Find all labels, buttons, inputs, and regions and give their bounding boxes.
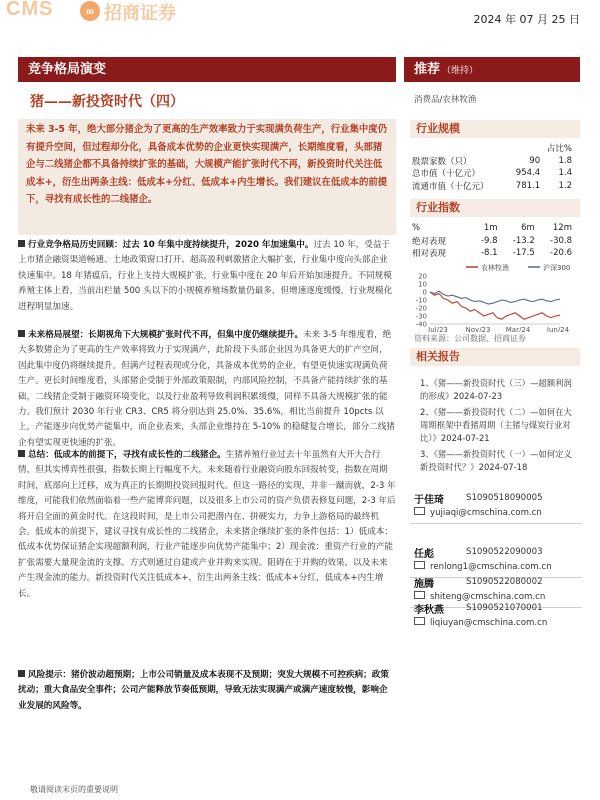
- index-chart: [408, 262, 580, 332]
- bullet-icon: [18, 330, 25, 337]
- logo-chinese: 招商证券: [104, 3, 176, 24]
- scale-pct: 1.2: [558, 181, 572, 192]
- index-value: -30.8: [550, 235, 572, 246]
- analyst-name: 李秋燕: [414, 605, 444, 616]
- table-row: [412, 167, 572, 180]
- industry-label: 消费品/农林牧渔: [414, 95, 477, 105]
- y-tick-label: 20: [418, 272, 427, 281]
- scale-pct: 1.8: [558, 155, 572, 166]
- logo-icon: m: [80, 1, 100, 21]
- section-head: 未来格局展望：长期视角下大规模扩张时代不再，但集中度仍继续提升。: [28, 330, 304, 340]
- scale-value: 954.4: [515, 168, 541, 179]
- index-table: [412, 222, 572, 260]
- rating-status: （维持）: [442, 66, 479, 76]
- email-text[interactable]: liqiuyan@cmschina.com.cn: [430, 618, 548, 628]
- chart-source: 资料来源：公司数据、招商证券: [414, 334, 526, 343]
- table-row: [412, 155, 572, 168]
- section-banner: 竞争格局演变: [18, 57, 396, 82]
- analyst-id: S1090518090005: [466, 493, 543, 503]
- analyst-name: 施腾: [414, 579, 434, 590]
- mail-icon: [414, 591, 425, 599]
- scale-table: [412, 142, 572, 192]
- y-tick-label: -30: [415, 312, 427, 321]
- scale-value: 781.1: [515, 181, 541, 192]
- section-outlook: [18, 328, 396, 451]
- scale-label: 股票家数（只）: [412, 156, 472, 167]
- analyst-id: S1090522080002: [466, 577, 543, 587]
- analyst-id: S1090521070001: [466, 603, 543, 613]
- section-history: [18, 238, 396, 315]
- section-body: 过去 10 年，受益于上市猪企融资渠道畅通、土地政策窗口打开、超高盈利刺激猪企大幅扩张，行业集中度向头部企业快速集中。18 年猪瘟后，行业上支持大规模扩张，行业集中度在 20 年后开始加速提升。不同规模养殖主体上看，当前出栏量 500 头以下的小规模养殖场数量仍最多，但增速逐度缓慢，行业规模化进程明显加速。: [18, 240, 393, 312]
- y-tick-label: -40: [415, 320, 427, 329]
- section-head: 总结：低成本的前提下，寻找有成长性的二线猪企。: [28, 450, 226, 460]
- table-row: [412, 235, 572, 248]
- related-report[interactable]: 3、《猪——新投资时代（一）—如何定义新投资时代？》2024-07-18: [420, 449, 572, 472]
- series-line: [430, 291, 560, 304]
- related-report[interactable]: 2、《猪——新投资时代（二）—如何在大周期框架中看猪周期（主猪与煤炭行业对比）》2024-07-21: [420, 407, 572, 443]
- analyst-email[interactable]: [414, 561, 552, 572]
- index-value: -17.5: [512, 248, 535, 259]
- index-value: -8.1: [480, 248, 498, 259]
- logo-text: CMS: [6, 0, 54, 20]
- legend-label: 沪深300: [543, 264, 571, 272]
- section-head: 行业竞争格局历史回顾：过去 10 年集中度持续提升，2020 年加速集中。: [28, 240, 314, 250]
- analyst-id: S1090522090003: [466, 547, 543, 557]
- divider: [410, 523, 582, 524]
- index-value: -20.6: [550, 248, 572, 259]
- bullet-icon: [18, 670, 25, 677]
- scale-unit: 占比%: [546, 144, 572, 155]
- section-head: 风险提示：: [28, 670, 71, 680]
- abstract-box: 未来 3-5 年，绝大部分猪企为了更高的生产效率致力于实现满负荷生产，行业集中度仍有提升空间，但过程却分化，具备成本优势的企业更快实现满产，长期维度看，头部猪企与二线猪企都不具备持续扩张的基础，大规模产能扩张时代不再，新投资时代关注低成本+，衍生出两条主线：低成本+分红、低成本+内生增长。我们建议在低成本的前提下，寻找有成长性的二线猪企。: [18, 119, 396, 235]
- x-tick-label: Jun/24: [546, 326, 570, 332]
- index-value: -9.8: [480, 235, 498, 246]
- table-row: [412, 247, 572, 260]
- y-tick-label: -20: [415, 304, 427, 313]
- table-row: [412, 142, 572, 155]
- scale-pct: 1.4: [558, 168, 572, 179]
- related-heading: 相关报告: [410, 348, 580, 366]
- report-title: 猪——新投资时代（四）: [30, 94, 184, 110]
- scale-label: 流通市值（十亿元）: [412, 182, 489, 193]
- index-heading: 行业指数: [410, 199, 580, 217]
- email-text[interactable]: shiteng@cmschina.com.cn: [430, 592, 546, 602]
- scale-label: 总市值（十亿元）: [412, 169, 481, 180]
- bullet-icon: [18, 450, 25, 457]
- index-header: 1m: [483, 223, 498, 234]
- y-tick-label: 0: [422, 288, 427, 297]
- index-header: 6m: [521, 223, 535, 234]
- analyst-email[interactable]: [414, 507, 542, 518]
- section-risk: [18, 668, 396, 714]
- index-value: -13.2: [512, 235, 535, 246]
- bullet-icon: [18, 240, 25, 247]
- y-tick-label: -10: [415, 296, 427, 305]
- report-date: 2024 年 07 月 25 日: [473, 13, 580, 26]
- section-summary: [18, 448, 396, 602]
- section-body: 未来 3-5 年维度看，绝大多数猪企为了更高的生产效率将致力于实现满产，此阶段下头部企业因为具备更大的扩产空间，因此集中度仍将继续提升。但满产过程表现或分化，具备成本优势的企业，有望更快速实现满负荷生产。更长时间维度看，头部猪企受制于外部政策限制，内部风险控制，不具备产能持续扩张的基础，二线猪企受制于融资环境变化，以及行业盈利导致利润积累缓慢，同样不具备大规模扩张的能力。我们预计 2030 年行业 CR3、CR5 将分别达到 25.0%、35.6%，相比当前提升 10pcts 以上，产能逐步向优势产能集中，而企业表来，头部企业维持在 5-10% 的稳健复合增长，部分二线猪企有望实现更快速的扩张。: [18, 330, 395, 448]
- mail-icon: [414, 617, 425, 625]
- scale-heading: 行业规模: [410, 120, 580, 138]
- analyst-email[interactable]: [414, 617, 547, 628]
- legend-label: 农林牧渔: [481, 264, 509, 272]
- rating-label: 推荐: [414, 62, 441, 77]
- index-label: 绝对表现: [412, 236, 447, 247]
- analyst-name: 于佳琦: [414, 495, 444, 506]
- email-text[interactable]: renlong1@cmschina.com.cn: [430, 562, 552, 572]
- rating-banner: [404, 57, 580, 82]
- index-header: 12m: [552, 223, 572, 234]
- mail-icon: [414, 507, 425, 515]
- x-tick-label: Nov/23: [465, 326, 491, 332]
- index-header: %: [412, 223, 421, 234]
- footer-note: 敬请阅读末页的重要说明: [30, 785, 118, 794]
- mail-icon: [414, 561, 425, 569]
- related-report[interactable]: 1、《猪——新投资时代（三）—超额利润的形成》2024-07-23: [420, 378, 572, 401]
- x-tick-label: Jul/23: [428, 326, 448, 332]
- analyst-name: 任彪: [414, 549, 434, 560]
- table-row: [412, 222, 572, 235]
- x-tick-label: Mar/24: [505, 326, 531, 332]
- section-body: 猪价波动超预期；上市公司销量及成本表现不及预期；突发大规模不可控疾病；政策扰动；重大食品安全事件；公司产能释放节奏低预期，导致无法实现满产或满产速度较慢，影响企业发展的风险等。: [18, 670, 389, 711]
- section-body: 生猪养殖行业过去十年虽然有大开大合行情，但其实博弈性很强，指数长期上行幅度不大，未来随着行业融资向股东回报转变，指数在周期时间，底部向上迁移，成为真正的长期期投资回报时代。但这一路径的实现，并非一蹴而就，2-3 年维度，可能我们依然面临着一些产能博弈问题，以及很多上市公司的资产负债表修复问题，2-3 年后将开启全面的黄金时代。在这段时间，是上市公司把潜内在、拼硬实力，力争上游格局的最终机会。低成本的前提下，建议寻找有成长性的二线猪企，未来猪企继续扩张的条件包括：1）低成本：低成本优势保证猪企实现超额利润，行业产能逐步向优势产能集中；2）现金流：重资产行业的产能扩张需要大量现金流的支撑。方式则通过自建或产业并购来实现。阻碍在于并购的效果，以及未来产生现金流的能力。新投资时代关注低成本+，衍生出两条主线：低成本+分红，低成本+内生增长。: [18, 450, 396, 599]
- email-text[interactable]: yujiaqi@cmschina.com.cn: [430, 508, 542, 518]
- table-row: [412, 180, 572, 193]
- scale-value: 90: [529, 155, 541, 166]
- index-label: 相对表现: [412, 249, 447, 260]
- y-tick-label: 10: [418, 280, 427, 289]
